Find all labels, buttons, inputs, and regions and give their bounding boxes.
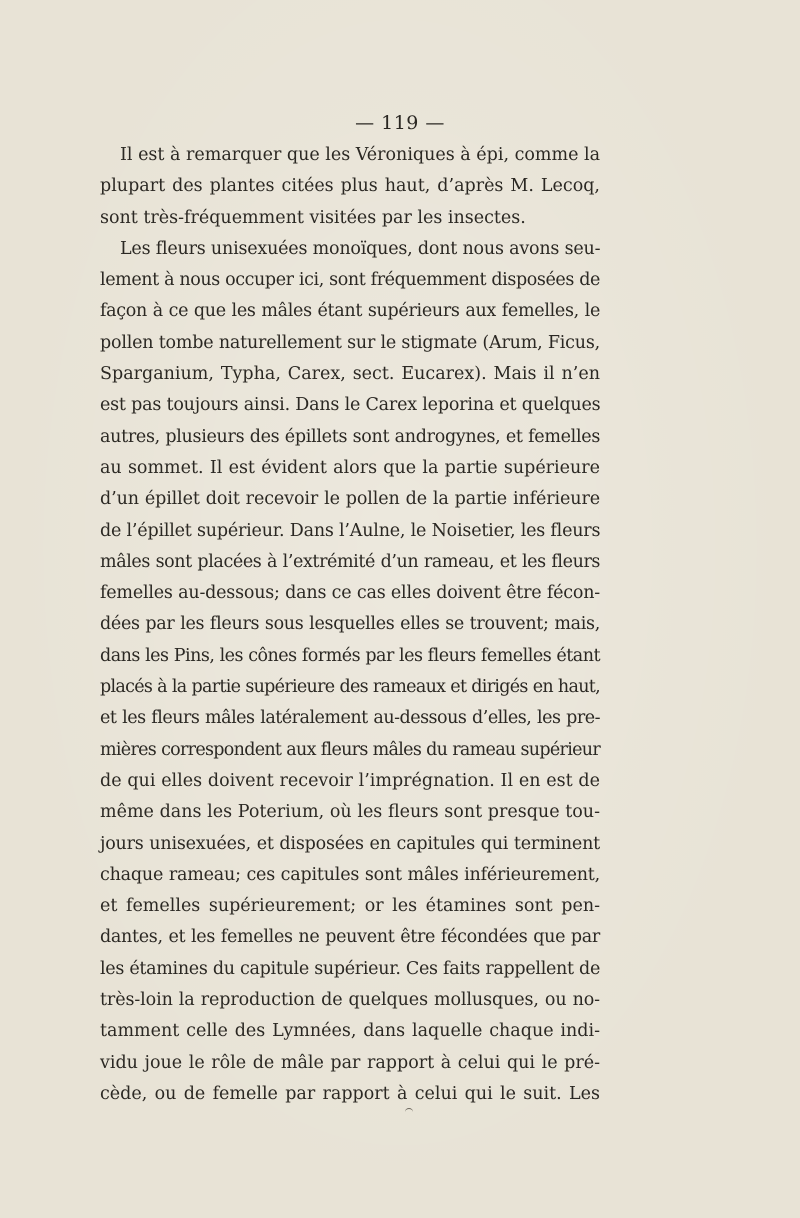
text-line: de l’épillet supérieur. Dans l’Aulne, le Noisetier, les fleurs: [100, 520, 601, 541]
text-line: jours unisexuées, et disposées en capitules qui terminent: [100, 833, 600, 854]
ink-speck: [405, 1108, 413, 1112]
text-line: Il est à remarquer que les Véroniques à épi, comme la: [120, 145, 601, 165]
text-line: de qui elles doivent recevoir l’imprégnation. Il en est de: [100, 770, 600, 791]
text-line: au sommet. Il est évident alors que la partie supérieure: [100, 457, 600, 478]
text-line: dantes, et les femelles ne peuvent être fécondées que par: [100, 927, 600, 948]
text-line: mières correspondent aux fleurs mâles du rameau supérieur: [100, 739, 600, 760]
page-number: — 119 —: [355, 112, 445, 134]
text-line: cède, ou de femelle par rapport à celui qui le suit. Les: [100, 1083, 600, 1104]
text-line: Sparganium, Typha, Carex, sect. Eucarex). Mais il n’en: [100, 364, 600, 385]
text-line: chaque rameau; ces capitules sont mâles inférieurement,: [100, 864, 600, 885]
text-line: même dans les Poterium, où les fleurs sont presque tou-: [100, 802, 600, 823]
text-line: dans les Pins, les cônes formés par les fleurs femelles étant: [100, 645, 600, 666]
text-line: vidu joue le rôle de mâle par rapport à celui qui le pré-: [100, 1052, 600, 1073]
text-line: est pas toujours ainsi. Dans le Carex leporina et quelques: [100, 395, 601, 416]
text-line: les étamines du capitule supérieur. Ces faits rappellent de: [100, 958, 600, 979]
text-line: et les fleurs mâles latéralement au-dessous d’elles, les pre-: [100, 708, 600, 729]
text-line: pollen tombe naturellement sur le stigmate (Arum, Ficus,: [100, 332, 600, 353]
text-line: mâles sont placées à l’extrémité d’un rameau, et les fleurs: [100, 551, 600, 572]
text-line: plupart des plantes citées plus haut, d’après M. Lecoq,: [100, 176, 600, 197]
text-line: sont très-fréquemment visitées par les insectes.: [100, 207, 526, 228]
text-line: façon à ce que les mâles étant supérieurs aux femelles, le: [100, 301, 600, 322]
text-line: d’un épillet doit recevoir le pollen de la partie inférieure: [100, 489, 600, 510]
text-line: Les fleurs unisexuées monoïques, dont nous avons seu-: [120, 238, 601, 259]
text-line: et femelles supérieurement; or les étamines sont pen-: [100, 896, 600, 917]
text-line: très-loin la reproduction de quelques mollusques, ou no-: [100, 990, 600, 1011]
text-line: dées par les fleurs sous lesquelles elles se trouvent; mais,: [100, 614, 600, 635]
text-line: femelles au-dessous; dans ce cas elles doivent être fécon-: [100, 583, 600, 604]
body-text: [100, 140, 600, 1110]
text-line: placés à la partie supérieure des rameaux et dirigés en haut,: [100, 677, 600, 698]
text-line: tamment celle des Lymnées, dans laquelle chaque indi-: [100, 1021, 600, 1042]
text-line: lement à nous occuper ici, sont fréquemment disposées de: [100, 270, 600, 291]
text-line: autres, plusieurs des épillets sont androgynes, et femelles: [100, 426, 600, 447]
